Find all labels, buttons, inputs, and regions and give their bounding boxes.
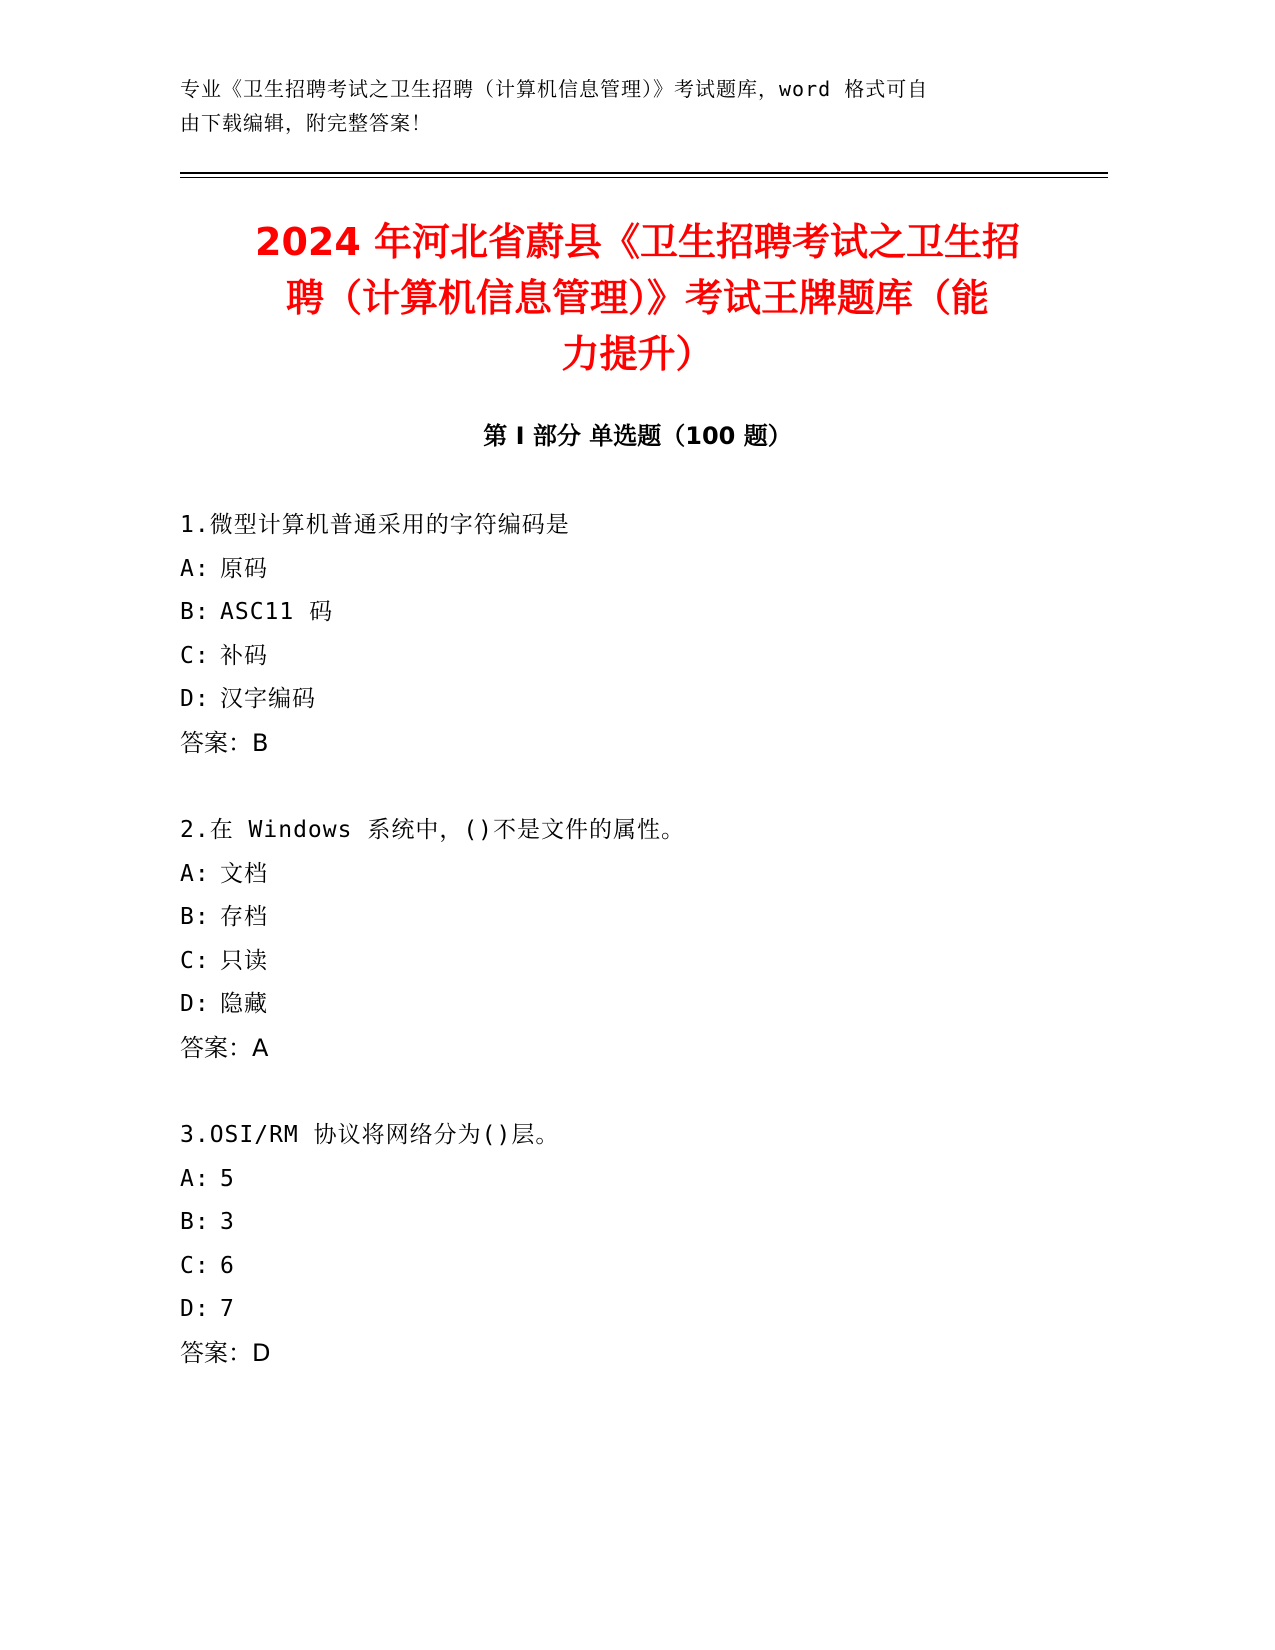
answer: 答案：A [180,1033,269,1062]
question-stem: 2.在 Windows 系统中，()不是文件的属性。 [180,817,686,843]
option-key: A: [180,555,210,582]
option-a [180,853,1100,897]
header-divider-thin [180,177,1108,178]
document-title [150,214,1125,382]
header-note-line-1: 专业《卫生招聘考试之卫生招聘（计算机信息管理）》考试题库，word 格式可自 [180,77,929,101]
answer: 答案：D [180,1338,271,1367]
option-c [180,1245,1100,1289]
option-a [180,548,1100,592]
option-key: D: [180,1296,210,1322]
option-key: B: [180,1209,210,1235]
section-heading: 第 I 部分 单选题（100 题） [483,422,792,450]
option-text: 只读 [220,947,268,974]
option-d [180,983,1100,1027]
option-text: 补码 [220,642,268,669]
question-1 [180,504,1100,765]
option-text: 3 [220,1209,235,1235]
option-key: D: [180,991,210,1017]
title-line-2: 聘（计算机信息管理）》考试王牌题库（能 [285,276,989,320]
option-c [180,635,1100,679]
option-key: B: [180,599,210,625]
question-2 [180,809,1100,1070]
option-key: A: [180,1165,210,1192]
option-b [180,1201,1100,1245]
header-note-line-2: 由下载编辑，附完整答案！ [180,111,432,135]
option-text: 存档 [220,904,268,930]
question-3 [180,1114,1100,1375]
option-key: B: [180,904,210,930]
option-b [180,591,1100,635]
option-a [180,1158,1100,1202]
option-text: 6 [220,1252,235,1279]
option-text: 5 [220,1165,235,1192]
header-divider-thick [180,172,1108,174]
option-key: D: [180,686,210,712]
question-stem: 3.OSI/RM 协议将网络分为()层。 [180,1122,560,1148]
option-text: 隐藏 [220,991,268,1017]
option-text: 汉字编码 [220,686,316,712]
option-text: 7 [220,1296,235,1322]
option-text: ASC11 码 [220,599,334,625]
option-key: C: [180,642,210,669]
option-text: 文档 [220,860,268,887]
option-d [180,678,1100,722]
option-key: C: [180,947,210,974]
option-c [180,940,1100,984]
option-key: C: [180,1252,210,1279]
option-d [180,1288,1100,1332]
header-note [180,72,1040,140]
title-line-1: 2024 年河北省蔚县《卫生招聘考试之卫生招 [255,220,1020,264]
question-list [180,504,1100,1419]
option-b [180,896,1100,940]
option-key: A: [180,860,210,887]
option-text: 原码 [220,555,268,582]
answer: 答案：B [180,728,269,757]
title-line-3: 力提升） [561,332,714,376]
question-stem: 1.微型计算机普通采用的字符编码是 [180,512,570,538]
